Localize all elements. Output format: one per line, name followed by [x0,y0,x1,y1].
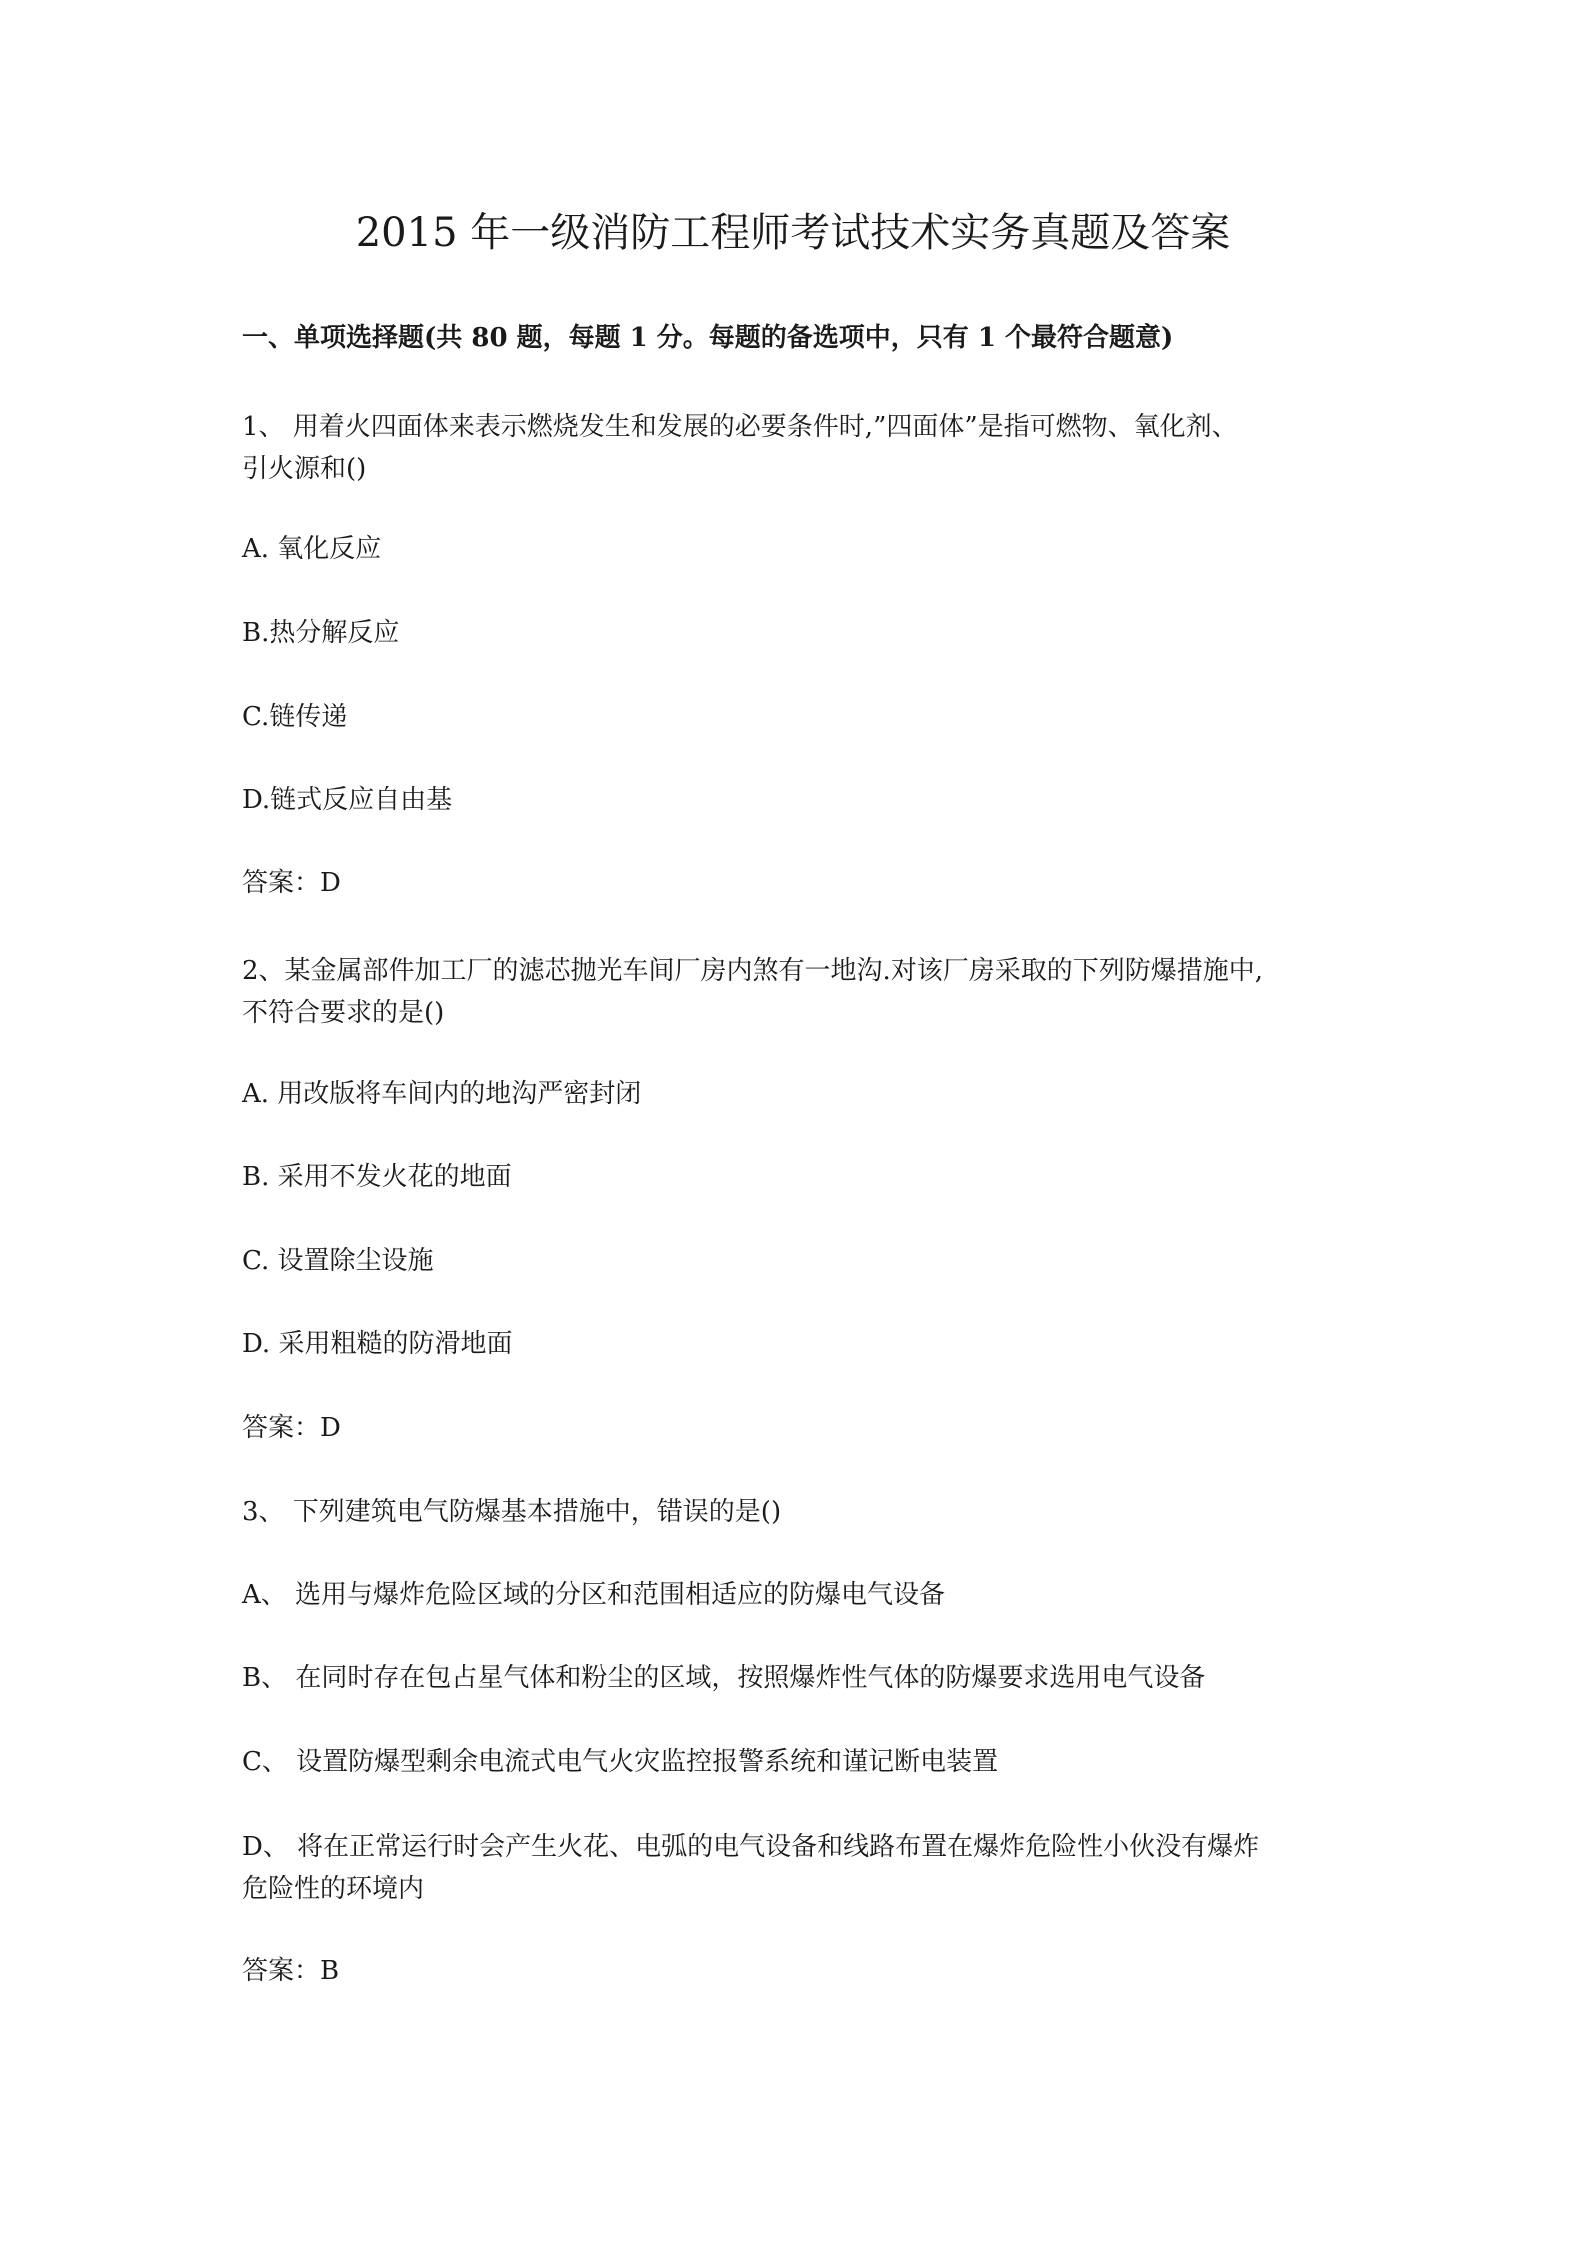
question-1-option-c: C.链传递 [242,702,348,732]
question-2-option-b: B. 采用不发火花的地面 [242,1162,512,1192]
question-3-option-c: C、 设置防爆型剩余电流式电气火灾监控报警系统和谨记断电装置 [242,1747,999,1777]
question-3-option-d-line-1: D、 将在正常运行时会产生火花、电弧的电气设备和线路布置在爆炸危险性小伙没有爆炸 [242,1832,1260,1862]
question-3-answer: 答案：B [242,1956,340,1986]
question-3-option-d-line-2: 危险性的环境内 [242,1874,425,1904]
question-1-stem-line-2: 引火源和() [242,454,367,484]
question-3-option-a: A、 选用与爆炸危险区域的分区和范围相适应的防爆电气设备 [242,1580,946,1610]
question-1-answer: 答案：D [242,868,341,898]
question-3-option-b: B、 在同时存在包占星气体和粉尘的区域，按照爆炸性气体的防爆要求选用电气设备 [242,1663,1206,1693]
question-3-stem-line-1: 3、 下列建筑电气防爆基本措施中，错误的是() [242,1497,782,1527]
question-1-stem-line-1: 1、 用着火四面体来表示燃烧发生和发展的必要条件时,”四面体”是指可燃物、氧化剂、 [242,412,1238,442]
question-2-option-c: C. 设置除尘设施 [242,1246,434,1276]
question-2-option-a: A. 用改版将车间内的地沟严密封闭 [242,1079,642,1109]
question-1-option-a: A. 氧化反应 [242,534,382,564]
question-2-answer: 答案：D [242,1413,341,1443]
question-2-stem-line-2: 不符合要求的是() [242,998,445,1028]
question-1-option-b: B.热分解反应 [242,618,400,648]
page-title: 2015 年一级消防工程师考试技术实务真题及答案 [355,210,1231,256]
question-2-option-d: D. 采用粗糙的防滑地面 [242,1329,513,1359]
question-1-option-d: D.链式反应自由基 [242,785,453,815]
section-heading: 一、单项选择题(共 80 题，每题 1 分。每题的备选项中，只有 1 个最符合题意) [242,323,1174,353]
question-2-stem-line-1: 2、某金属部件加工厂的滤芯抛光车间厂房内煞有一地沟.对该厂房采取的下列防爆措施中, [242,956,1264,986]
